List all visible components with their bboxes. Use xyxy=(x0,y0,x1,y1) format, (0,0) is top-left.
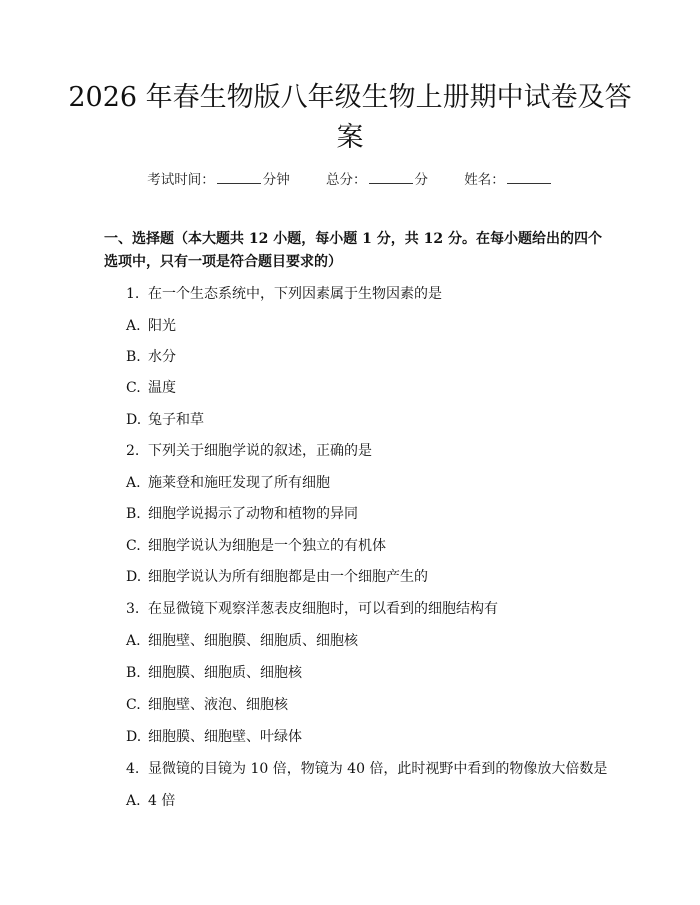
question-1-option-b: B. 水分 xyxy=(126,349,176,365)
time-unit: 分钟 xyxy=(262,172,290,188)
question-2-option-d: D. 细胞学说认为所有细胞都是由一个细胞产生的 xyxy=(126,569,428,585)
exam-title: 2026 年春生物版八年级生物上册期中试卷及答案 xyxy=(68,82,632,153)
score-blank xyxy=(369,171,413,184)
exam-meta xyxy=(0,168,700,188)
time-blank xyxy=(217,171,261,184)
question-1-option-c: C. 温度 xyxy=(126,380,176,396)
question-4-stem: 4. 显微镜的目镜为 10 倍，物镜为 40 倍，此时视野中看到的物像放大倍数是 xyxy=(126,761,608,777)
question-1-option-d: D. 兔子和草 xyxy=(126,412,204,428)
name-blank xyxy=(507,171,551,184)
question-2-stem: 2. 下列关于细胞学说的叙述，正确的是 xyxy=(126,443,372,459)
question-4-option-a: A. 4 倍 xyxy=(126,793,176,809)
score-label: 总分： xyxy=(326,172,367,188)
question-1-stem: 1. 在一个生态系统中，下列因素属于生物因素的是 xyxy=(126,286,442,302)
question-3-option-d: D. 细胞膜、细胞壁、叶绿体 xyxy=(126,729,302,745)
question-3-stem: 3. 在显微镜下观察洋葱表皮细胞时，可以看到的细胞结构有 xyxy=(126,601,498,617)
score-field xyxy=(326,172,432,188)
name-label: 姓名： xyxy=(464,172,505,188)
section-heading: 一、选择题（本大题共 12 小题，每小题 1 分，共 12 分。在每小题给出的四个选项中，只有一项是符合题目要求的） xyxy=(104,231,602,270)
time-label: 考试时间： xyxy=(147,172,215,188)
question-2-option-c: C. 细胞学说认为细胞是一个独立的有机体 xyxy=(126,538,386,554)
question-3-option-b: B. 细胞膜、细胞质、细胞核 xyxy=(126,665,302,681)
name-field xyxy=(464,172,553,188)
time-field xyxy=(147,172,294,188)
question-2-option-a: A. 施莱登和施旺发现了所有细胞 xyxy=(126,475,330,491)
question-2-option-b: B. 细胞学说揭示了动物和植物的异同 xyxy=(126,506,358,522)
question-3-option-c: C. 细胞壁、液泡、细胞核 xyxy=(126,697,288,713)
question-3-option-a: A. 细胞壁、细胞膜、细胞质、细胞核 xyxy=(126,633,358,649)
question-1-option-a: A. 阳光 xyxy=(126,318,176,334)
score-unit: 分 xyxy=(414,172,428,188)
